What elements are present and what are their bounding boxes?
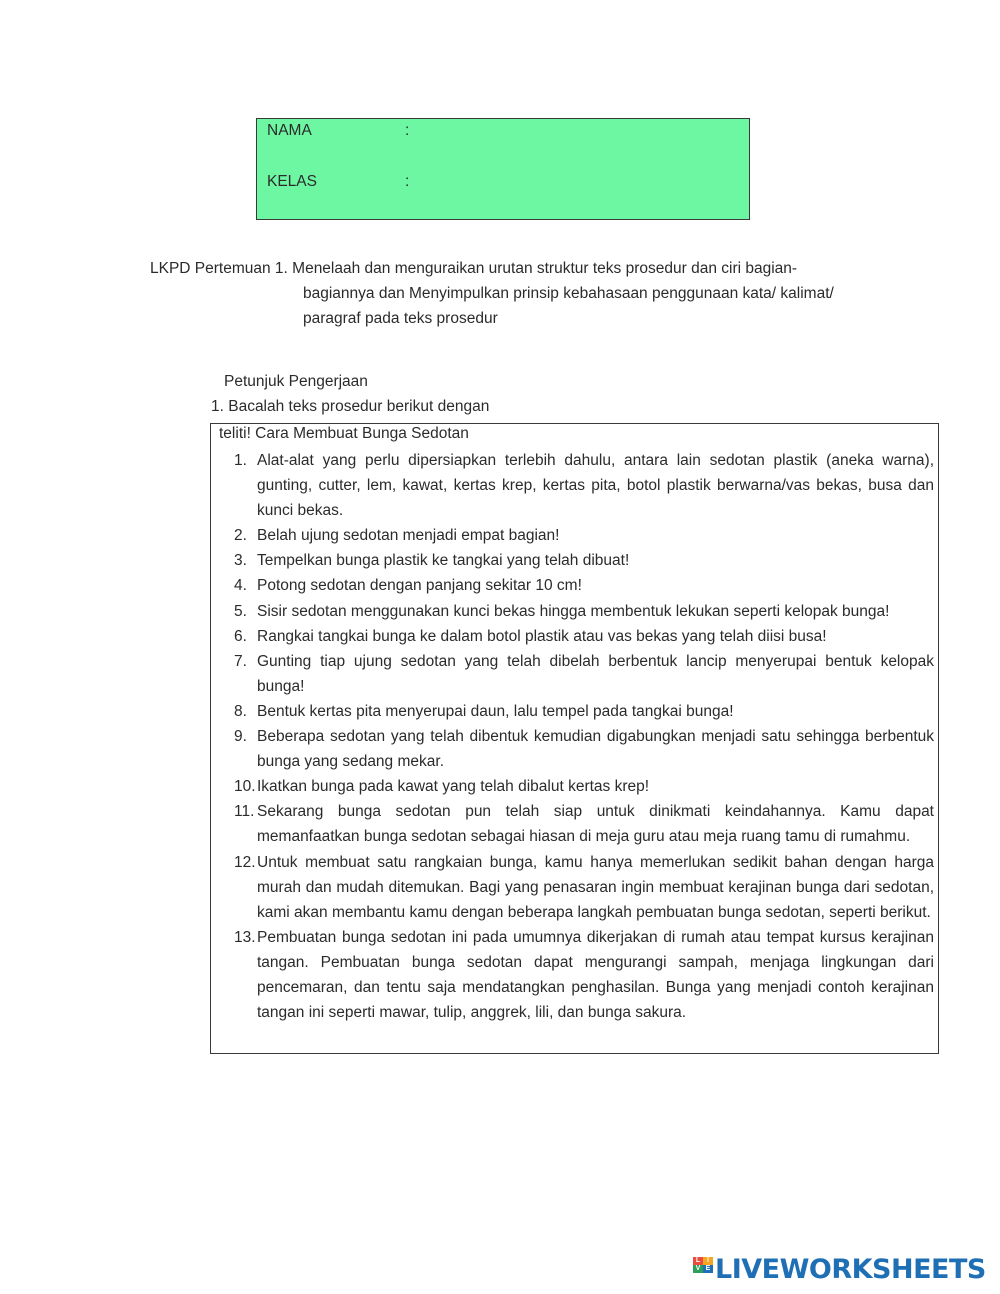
step-number: 2.: [234, 527, 247, 545]
procedure-steps: [234, 448, 934, 1025]
liveworksheets-logo-text: LIVEWORKSHEETS: [715, 1253, 986, 1285]
step-number: 1.: [234, 452, 247, 469]
step-item: [234, 599, 934, 624]
step-text: Pembuatan bunga sedotan ini pada umumnya dikerjakan di rumah atau tempat kursus kerajinan tangan. Pembuatan bunga sedotan dapat mengurangi sampah, menjaga lingkungan dari pencemaran, dan tentu saja mendatangkan penghasilan. Bunga yang menjadi contoh kerajinan tangan ini seperti mawar, tulip, anggrek, lili, dan bunga sakura.: [257, 928, 934, 1022]
step-number: 4.: [234, 577, 247, 595]
lkpd-line-2: bagiannya dan Menyimpulkan prinsip kebahasaan penggunaan kata/ kalimat/: [303, 285, 834, 302]
step-text: Ikatkan bunga pada kawat yang telah dibalut kertas krep!: [257, 778, 650, 796]
step-item: [234, 523, 934, 548]
step-number: 11.: [234, 803, 255, 821]
nama-separator: :: [405, 122, 410, 139]
step-item: [234, 699, 934, 724]
step-item: [234, 850, 934, 925]
step-item: [234, 649, 934, 699]
step-text: Sisir sedotan menggunakan kunci bekas hingga membentuk lekukan seperti kelopak bunga!: [257, 602, 890, 620]
step-item: [234, 548, 934, 573]
step-number: 5.: [234, 602, 247, 620]
lkpd-line-1: LKPD Pertemuan 1. Menelaah dan menguraikan urutan struktur teks prosedur dan ciri bagian-: [150, 260, 798, 277]
step-number: 7.: [234, 652, 247, 670]
nama-label: NAMA: [267, 122, 312, 139]
liveworksheets-logo-icon: [693, 1257, 713, 1281]
step-text: Sekarang bunga sedotan pun telah siap untuk dinikmati keindahannya. Kamu dapat memanfaatkan bunga sedotan sebagai hiasan di meja guru atau meja ruang tamu di rumahmu.: [257, 803, 934, 846]
step-item: [234, 573, 934, 598]
instructions-title: Petunjuk Pengerjaan: [224, 373, 368, 390]
step-text: Alat-alat yang perlu dipersiapkan terlebih dahulu, antara lain sedotan plastik (aneka warna), gunting, cutter, lem, kawat, kertas krep, kertas pita, botol plastik berwarna/vas bekas, busa dan kunci bekas.: [257, 452, 934, 520]
logo-letter-i: I: [703, 1257, 713, 1265]
step-text: Beberapa sedotan yang telah dibentuk kemudian digabungkan menjadi satu sehingga berbentuk bunga yang sedang mekar.: [257, 728, 934, 771]
procedure-text-box: [210, 423, 939, 1054]
kelas-row: [267, 173, 409, 191]
step-number: 10.: [234, 778, 256, 796]
logo-letter-v: V: [693, 1265, 703, 1273]
step-number: 8.: [234, 702, 247, 720]
step-item: [234, 774, 934, 799]
kelas-label: KELAS: [267, 173, 317, 190]
step-number: 9.: [234, 728, 247, 746]
step-number: 6.: [234, 627, 247, 645]
logo-letter-l: L: [693, 1257, 703, 1265]
step-text: Tempelkan bunga plastik ke tangkai yang telah dibuat!: [257, 552, 630, 570]
step-item: [234, 925, 934, 1025]
procedure-title: teliti! Cara Membuat Bunga Sedotan: [219, 425, 469, 442]
step-text: Gunting tiap ujung sedotan yang telah dibelah berbentuk lancip menyerupai bentuk kelopak bunga!: [257, 652, 934, 695]
liveworksheets-logo: [693, 1254, 986, 1284]
instruction-item-1: 1. Bacalah teks prosedur berikut dengan: [211, 398, 490, 415]
step-text: Bentuk kertas pita menyerupai daun, lalu tempel pada tangkai bunga!: [257, 702, 734, 720]
step-number: 3.: [234, 552, 247, 570]
nama-row: [267, 122, 409, 140]
step-item: [234, 624, 934, 649]
student-identity-box: [256, 118, 750, 220]
step-text: Belah ujung sedotan menjadi empat bagian!: [257, 527, 560, 545]
step-item: [234, 799, 934, 849]
step-item: [234, 724, 934, 774]
step-number: 13.: [234, 928, 256, 946]
lkpd-line-3: paragraf pada teks prosedur: [303, 310, 498, 327]
logo-letter-e: E: [703, 1265, 713, 1273]
kelas-separator: :: [405, 173, 410, 190]
step-text: Rangkai tangkai bunga ke dalam botol plastik atau vas bekas yang telah diisi busa!: [257, 627, 827, 645]
step-text: Potong sedotan dengan panjang sekitar 10 cm!: [257, 577, 582, 595]
step-text: Untuk membuat satu rangkaian bunga, kamu hanya memerlukan sedikit bahan dengan harga murah dan mudah ditemukan. Bagi yang penasaran ingin membuat kerajinan bunga dari sedotan, kami akan membantu kamu dengan beberapa langkah pembuatan bunga sedotan, seperti berikut.: [257, 853, 934, 921]
step-number: 12.: [234, 853, 256, 871]
step-item: [234, 448, 934, 523]
